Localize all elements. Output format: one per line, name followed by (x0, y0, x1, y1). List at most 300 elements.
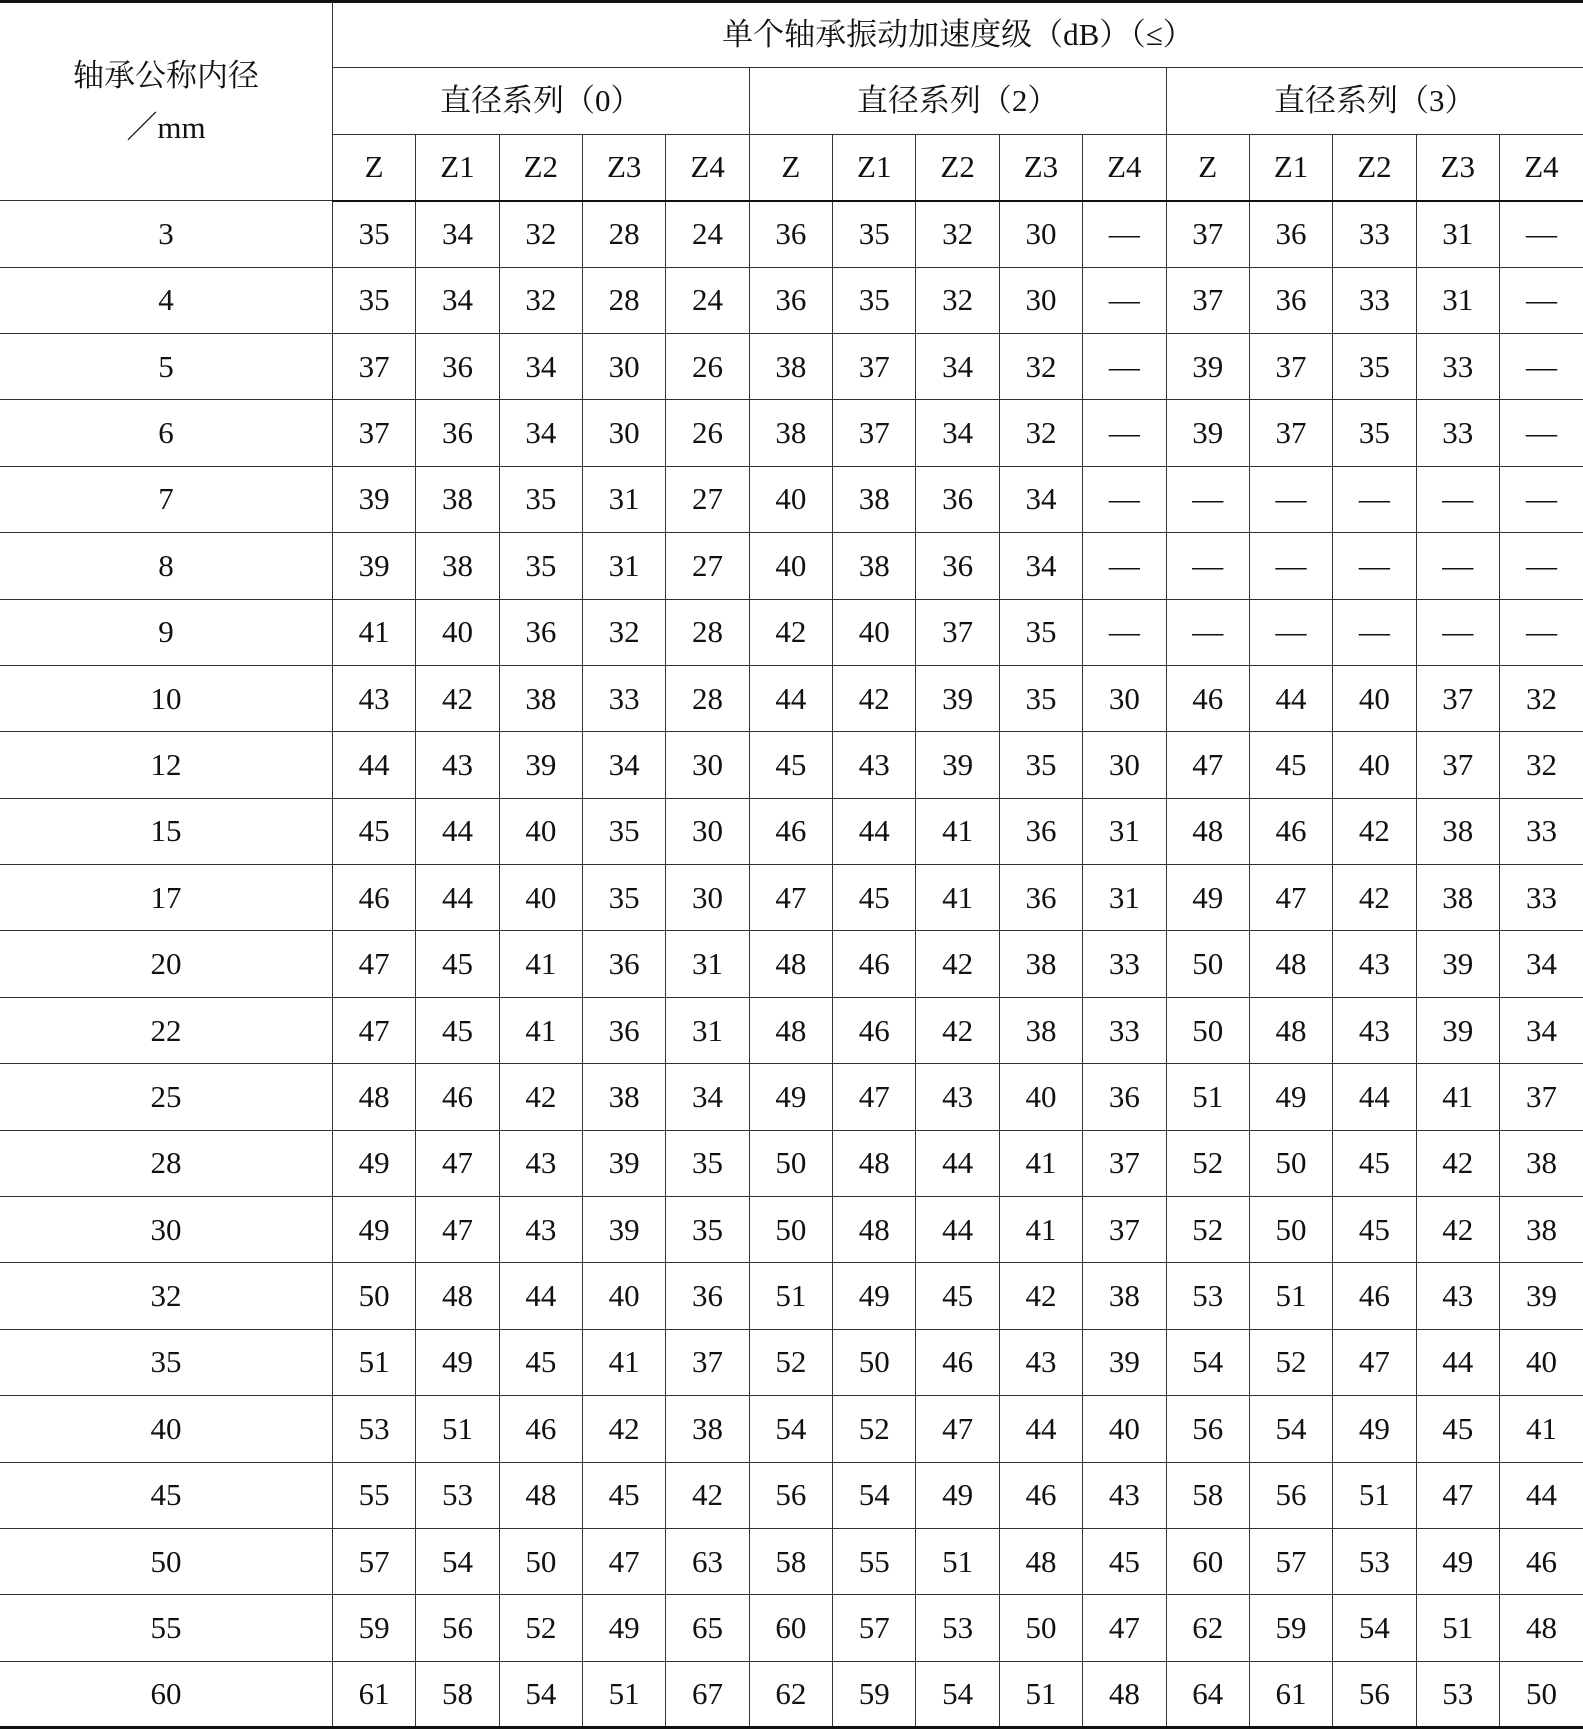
value-cell: 36 (416, 333, 499, 399)
value-cell: 34 (416, 201, 499, 267)
row-header-cell (0, 2, 332, 201)
value-cell: 47 (749, 865, 832, 931)
value-cell: 33 (1333, 201, 1416, 267)
value-cell: 46 (332, 865, 415, 931)
value-cell: 60 (1166, 1528, 1249, 1594)
value-cell: 42 (1416, 1197, 1499, 1263)
bore-diameter-cell: 28 (0, 1130, 332, 1196)
value-cell: 33 (583, 665, 666, 731)
value-cell: 33 (1499, 798, 1583, 864)
value-cell: 40 (1083, 1396, 1166, 1462)
value-cell: 49 (1166, 865, 1249, 931)
value-cell: — (1249, 466, 1332, 532)
value-cell: — (1083, 533, 1166, 599)
value-cell: 49 (416, 1329, 499, 1395)
value-cell: 32 (999, 333, 1082, 399)
bore-diameter-cell: 6 (0, 400, 332, 466)
grade-header: Z4 (1499, 134, 1583, 200)
bore-diameter-cell: 10 (0, 665, 332, 731)
value-cell: 37 (332, 400, 415, 466)
value-cell: 48 (833, 1197, 916, 1263)
value-cell: 55 (833, 1528, 916, 1594)
value-cell: 44 (1416, 1329, 1499, 1395)
value-cell: 41 (999, 1130, 1082, 1196)
value-cell: 42 (916, 931, 999, 997)
value-cell: 41 (499, 931, 582, 997)
value-cell: 30 (666, 798, 749, 864)
value-cell: 34 (999, 466, 1082, 532)
value-cell: 50 (749, 1130, 832, 1196)
value-cell: 30 (1083, 732, 1166, 798)
value-cell: 54 (1166, 1329, 1249, 1395)
value-cell: 46 (833, 997, 916, 1063)
value-cell: 50 (332, 1263, 415, 1329)
value-cell: 39 (1166, 333, 1249, 399)
bore-diameter-cell: 32 (0, 1263, 332, 1329)
value-cell: 38 (999, 997, 1082, 1063)
value-cell: 54 (833, 1462, 916, 1528)
table-row (0, 997, 1583, 1063)
value-cell: 35 (666, 1130, 749, 1196)
table-row (0, 931, 1583, 997)
table-row (0, 1462, 1583, 1528)
value-cell: 62 (749, 1661, 832, 1727)
grade-header: Z4 (1083, 134, 1166, 200)
value-cell: 37 (1166, 267, 1249, 333)
value-cell: 47 (416, 1130, 499, 1196)
value-cell: 48 (416, 1263, 499, 1329)
value-cell: 44 (1249, 665, 1332, 731)
value-cell: 41 (583, 1329, 666, 1395)
value-cell: 43 (499, 1130, 582, 1196)
value-cell: 32 (499, 267, 582, 333)
value-cell: 34 (666, 1064, 749, 1130)
value-cell: 47 (583, 1528, 666, 1594)
value-cell: 57 (332, 1528, 415, 1594)
value-cell: 62 (1166, 1595, 1249, 1661)
value-cell: 35 (666, 1197, 749, 1263)
value-cell: 52 (749, 1329, 832, 1395)
value-cell: 33 (1416, 400, 1499, 466)
value-cell: 45 (916, 1263, 999, 1329)
value-cell: 37 (1249, 400, 1332, 466)
value-cell: 53 (416, 1462, 499, 1528)
value-cell: 30 (666, 732, 749, 798)
grade-header: Z1 (1249, 134, 1332, 200)
value-cell: 47 (1249, 865, 1332, 931)
value-cell: 42 (583, 1396, 666, 1462)
value-cell: 42 (499, 1064, 582, 1130)
value-cell: 32 (999, 400, 1082, 466)
value-cell: 34 (583, 732, 666, 798)
value-cell: 47 (1416, 1462, 1499, 1528)
value-cell: 42 (999, 1263, 1082, 1329)
value-cell: 45 (1333, 1130, 1416, 1196)
value-cell: 47 (332, 931, 415, 997)
value-cell: 30 (666, 865, 749, 931)
value-cell: 46 (1166, 665, 1249, 731)
table-row (0, 865, 1583, 931)
grade-header: Z (332, 134, 415, 200)
value-cell: 27 (666, 466, 749, 532)
value-cell: 49 (332, 1197, 415, 1263)
value-cell: 44 (916, 1130, 999, 1196)
value-cell: 35 (499, 466, 582, 532)
value-cell: 54 (916, 1661, 999, 1727)
value-cell: 42 (833, 665, 916, 731)
value-cell: 40 (1499, 1329, 1583, 1395)
value-cell: 44 (916, 1197, 999, 1263)
value-cell: 33 (1083, 997, 1166, 1063)
value-cell: 52 (1166, 1130, 1249, 1196)
value-cell: 47 (332, 997, 415, 1063)
value-cell: 45 (749, 732, 832, 798)
value-cell: 48 (332, 1064, 415, 1130)
value-cell: 39 (583, 1197, 666, 1263)
value-cell: 58 (416, 1661, 499, 1727)
bore-diameter-cell: 35 (0, 1329, 332, 1395)
value-cell: 36 (666, 1263, 749, 1329)
value-cell: 37 (1249, 333, 1332, 399)
value-cell: — (1333, 533, 1416, 599)
grade-header: Z (749, 134, 832, 200)
bore-diameter-cell: 20 (0, 931, 332, 997)
value-cell: — (1499, 400, 1583, 466)
value-cell: 49 (833, 1263, 916, 1329)
value-cell: 43 (1083, 1462, 1166, 1528)
value-cell: — (1083, 201, 1166, 267)
bore-diameter-cell: 30 (0, 1197, 332, 1263)
value-cell: — (1166, 599, 1249, 665)
value-cell: 47 (1083, 1595, 1166, 1661)
value-cell: 31 (666, 931, 749, 997)
value-cell: 54 (499, 1661, 582, 1727)
value-cell: 34 (1499, 931, 1583, 997)
value-cell: 33 (1416, 333, 1499, 399)
value-cell: 47 (916, 1396, 999, 1462)
value-cell: 36 (1249, 201, 1332, 267)
value-cell: 41 (499, 997, 582, 1063)
value-cell: 50 (499, 1528, 582, 1594)
value-cell: 59 (1249, 1595, 1332, 1661)
value-cell: 35 (583, 798, 666, 864)
value-cell: 44 (1499, 1462, 1583, 1528)
value-cell: 49 (583, 1595, 666, 1661)
bore-diameter-cell: 9 (0, 599, 332, 665)
series-header-3: 直径系列（3） (1166, 68, 1583, 134)
value-cell: 43 (833, 732, 916, 798)
value-cell: 46 (749, 798, 832, 864)
value-cell: 41 (1499, 1396, 1583, 1462)
value-cell: 39 (499, 732, 582, 798)
value-cell: 33 (1333, 267, 1416, 333)
table-row (0, 201, 1583, 267)
value-cell: 40 (1333, 732, 1416, 798)
value-cell: — (1166, 466, 1249, 532)
value-cell: 50 (1499, 1661, 1583, 1727)
value-cell: 48 (749, 997, 832, 1063)
value-cell: 48 (1249, 931, 1332, 997)
value-cell: — (1416, 599, 1499, 665)
value-cell: 28 (583, 201, 666, 267)
bore-diameter-cell: 60 (0, 1661, 332, 1727)
value-cell: 44 (332, 732, 415, 798)
value-cell: — (1499, 466, 1583, 532)
value-cell: 50 (1166, 997, 1249, 1063)
value-cell: 31 (1416, 267, 1499, 333)
value-cell: 24 (666, 201, 749, 267)
grade-header: Z1 (416, 134, 499, 200)
value-cell: 46 (999, 1462, 1082, 1528)
value-cell: 59 (833, 1661, 916, 1727)
bore-diameter-cell: 7 (0, 466, 332, 532)
table-row (0, 1130, 1583, 1196)
value-cell: 60 (749, 1595, 832, 1661)
value-cell: 59 (332, 1595, 415, 1661)
value-cell: 48 (499, 1462, 582, 1528)
grade-header: Z2 (1333, 134, 1416, 200)
value-cell: 56 (1166, 1396, 1249, 1462)
value-cell: 28 (666, 599, 749, 665)
value-cell: 64 (1166, 1661, 1249, 1727)
value-cell: 55 (332, 1462, 415, 1528)
value-cell: 41 (916, 798, 999, 864)
value-cell: 51 (1416, 1595, 1499, 1661)
bore-diameter-cell: 22 (0, 997, 332, 1063)
value-cell: 41 (332, 599, 415, 665)
value-cell: 38 (999, 931, 1082, 997)
value-cell: 42 (749, 599, 832, 665)
value-cell: 43 (499, 1197, 582, 1263)
value-cell: 39 (1083, 1329, 1166, 1395)
table-row (0, 267, 1583, 333)
value-cell: 35 (833, 201, 916, 267)
value-cell: 53 (916, 1595, 999, 1661)
value-cell: 46 (833, 931, 916, 997)
value-cell: 51 (332, 1329, 415, 1395)
value-cell: 35 (499, 533, 582, 599)
value-cell: 45 (332, 798, 415, 864)
table-row (0, 1263, 1583, 1329)
bore-diameter-cell: 4 (0, 267, 332, 333)
grade-header: Z2 (916, 134, 999, 200)
value-cell: 44 (1333, 1064, 1416, 1130)
value-cell: 58 (749, 1528, 832, 1594)
value-cell: 57 (833, 1595, 916, 1661)
bore-diameter-cell: 15 (0, 798, 332, 864)
value-cell: 31 (1416, 201, 1499, 267)
value-cell: 35 (332, 201, 415, 267)
bore-diameter-cell: 5 (0, 333, 332, 399)
value-cell: 48 (1166, 798, 1249, 864)
series-header-0: 直径系列（0） (332, 68, 749, 134)
value-cell: 56 (749, 1462, 832, 1528)
value-cell: — (1249, 599, 1332, 665)
value-cell: 48 (749, 931, 832, 997)
value-cell: 35 (999, 599, 1082, 665)
value-cell: 53 (332, 1396, 415, 1462)
value-cell: 35 (833, 267, 916, 333)
value-cell: 34 (916, 400, 999, 466)
value-cell: 28 (583, 267, 666, 333)
value-cell: 50 (999, 1595, 1082, 1661)
value-cell: 48 (1499, 1595, 1583, 1661)
value-cell: 48 (833, 1130, 916, 1196)
value-cell: — (1499, 267, 1583, 333)
table-row (0, 400, 1583, 466)
value-cell: 42 (1333, 865, 1416, 931)
value-cell: 39 (1416, 997, 1499, 1063)
value-cell: 46 (1499, 1528, 1583, 1594)
value-cell: 56 (1249, 1462, 1332, 1528)
value-cell: 53 (1416, 1661, 1499, 1727)
value-cell: 46 (1333, 1263, 1416, 1329)
value-cell: 39 (916, 665, 999, 731)
value-cell: 61 (332, 1661, 415, 1727)
value-cell: — (1083, 333, 1166, 399)
value-cell: 38 (1499, 1130, 1583, 1196)
value-cell: — (1499, 599, 1583, 665)
value-cell: 58 (1166, 1462, 1249, 1528)
value-cell: 44 (499, 1263, 582, 1329)
value-cell: 50 (1166, 931, 1249, 997)
table-row (0, 1064, 1583, 1130)
grade-header: Z2 (499, 134, 582, 200)
value-cell: 44 (999, 1396, 1082, 1462)
value-cell: 36 (583, 931, 666, 997)
value-cell: 45 (1249, 732, 1332, 798)
value-cell: 36 (999, 798, 1082, 864)
value-cell: 45 (833, 865, 916, 931)
value-cell: 54 (749, 1396, 832, 1462)
value-cell: 38 (416, 466, 499, 532)
value-cell: 34 (1499, 997, 1583, 1063)
bore-diameter-cell: 40 (0, 1396, 332, 1462)
value-cell: 37 (1416, 732, 1499, 798)
value-cell: 50 (1249, 1130, 1332, 1196)
value-cell: 39 (1499, 1263, 1583, 1329)
grade-header: Z3 (1416, 134, 1499, 200)
row-header-unit: ／mm (126, 109, 206, 145)
bore-diameter-cell: 3 (0, 201, 332, 267)
value-cell: 37 (1499, 1064, 1583, 1130)
value-cell: 31 (1083, 865, 1166, 931)
value-cell: 42 (666, 1462, 749, 1528)
value-cell: — (1333, 599, 1416, 665)
value-cell: 35 (999, 665, 1082, 731)
table-row (0, 599, 1583, 665)
value-cell: 39 (332, 533, 415, 599)
value-cell: 57 (1249, 1528, 1332, 1594)
value-cell: 45 (583, 1462, 666, 1528)
value-cell: 54 (1333, 1595, 1416, 1661)
table-row (0, 1595, 1583, 1661)
main-header: 单个轴承振动加速度级（dB）（≤） (332, 2, 1583, 68)
value-cell: 30 (583, 400, 666, 466)
value-cell: 43 (916, 1064, 999, 1130)
value-cell: 39 (916, 732, 999, 798)
value-cell: 36 (499, 599, 582, 665)
row-header-title: 轴承公称内径 (72, 58, 259, 94)
value-cell: 37 (916, 599, 999, 665)
value-cell: 40 (999, 1064, 1082, 1130)
value-cell: 42 (416, 665, 499, 731)
value-cell: 46 (1249, 798, 1332, 864)
value-cell: 51 (1166, 1064, 1249, 1130)
value-cell: 37 (1083, 1130, 1166, 1196)
value-cell: — (1416, 533, 1499, 599)
value-cell: 31 (666, 997, 749, 1063)
value-cell: — (1333, 466, 1416, 532)
table-row (0, 1197, 1583, 1263)
bore-diameter-cell: 55 (0, 1595, 332, 1661)
value-cell: 43 (332, 665, 415, 731)
value-cell: 32 (916, 267, 999, 333)
value-cell: 40 (499, 798, 582, 864)
value-cell: 40 (499, 865, 582, 931)
value-cell: — (1083, 466, 1166, 532)
value-cell: 40 (833, 599, 916, 665)
value-cell: 42 (916, 997, 999, 1063)
value-cell: 30 (999, 201, 1082, 267)
value-cell: 53 (1333, 1528, 1416, 1594)
value-cell: 37 (332, 333, 415, 399)
value-cell: 49 (749, 1064, 832, 1130)
value-cell: 65 (666, 1595, 749, 1661)
value-cell: 36 (416, 400, 499, 466)
value-cell: 51 (916, 1528, 999, 1594)
value-cell: 49 (1333, 1396, 1416, 1462)
value-cell: 43 (999, 1329, 1082, 1395)
value-cell: 37 (833, 400, 916, 466)
value-cell: 50 (749, 1197, 832, 1263)
value-cell: — (1499, 201, 1583, 267)
value-cell: 46 (499, 1396, 582, 1462)
value-cell: 34 (416, 267, 499, 333)
value-cell: 37 (1166, 201, 1249, 267)
value-cell: 39 (583, 1130, 666, 1196)
value-cell: 56 (416, 1595, 499, 1661)
value-cell: 40 (1333, 665, 1416, 731)
bore-diameter-cell: 25 (0, 1064, 332, 1130)
value-cell: 49 (1249, 1064, 1332, 1130)
value-cell: 43 (1333, 997, 1416, 1063)
value-cell: 49 (916, 1462, 999, 1528)
value-cell: 44 (416, 865, 499, 931)
grade-header: Z1 (833, 134, 916, 200)
value-cell: 34 (499, 400, 582, 466)
grade-header: Z3 (583, 134, 666, 200)
value-cell: — (1166, 533, 1249, 599)
value-cell: 52 (833, 1396, 916, 1462)
table-row (0, 732, 1583, 798)
grade-header: Z3 (999, 134, 1082, 200)
value-cell: 32 (1499, 665, 1583, 731)
table-row (0, 333, 1583, 399)
value-cell: 47 (1166, 732, 1249, 798)
value-cell: 41 (1416, 1064, 1499, 1130)
value-cell: 38 (749, 333, 832, 399)
table-row (0, 1329, 1583, 1395)
grade-header: Z4 (666, 134, 749, 200)
value-cell: 32 (499, 201, 582, 267)
value-cell: 36 (1249, 267, 1332, 333)
table-row (0, 466, 1583, 532)
value-cell: 39 (332, 466, 415, 532)
value-cell: 38 (833, 533, 916, 599)
value-cell: 30 (583, 333, 666, 399)
value-cell: 38 (583, 1064, 666, 1130)
